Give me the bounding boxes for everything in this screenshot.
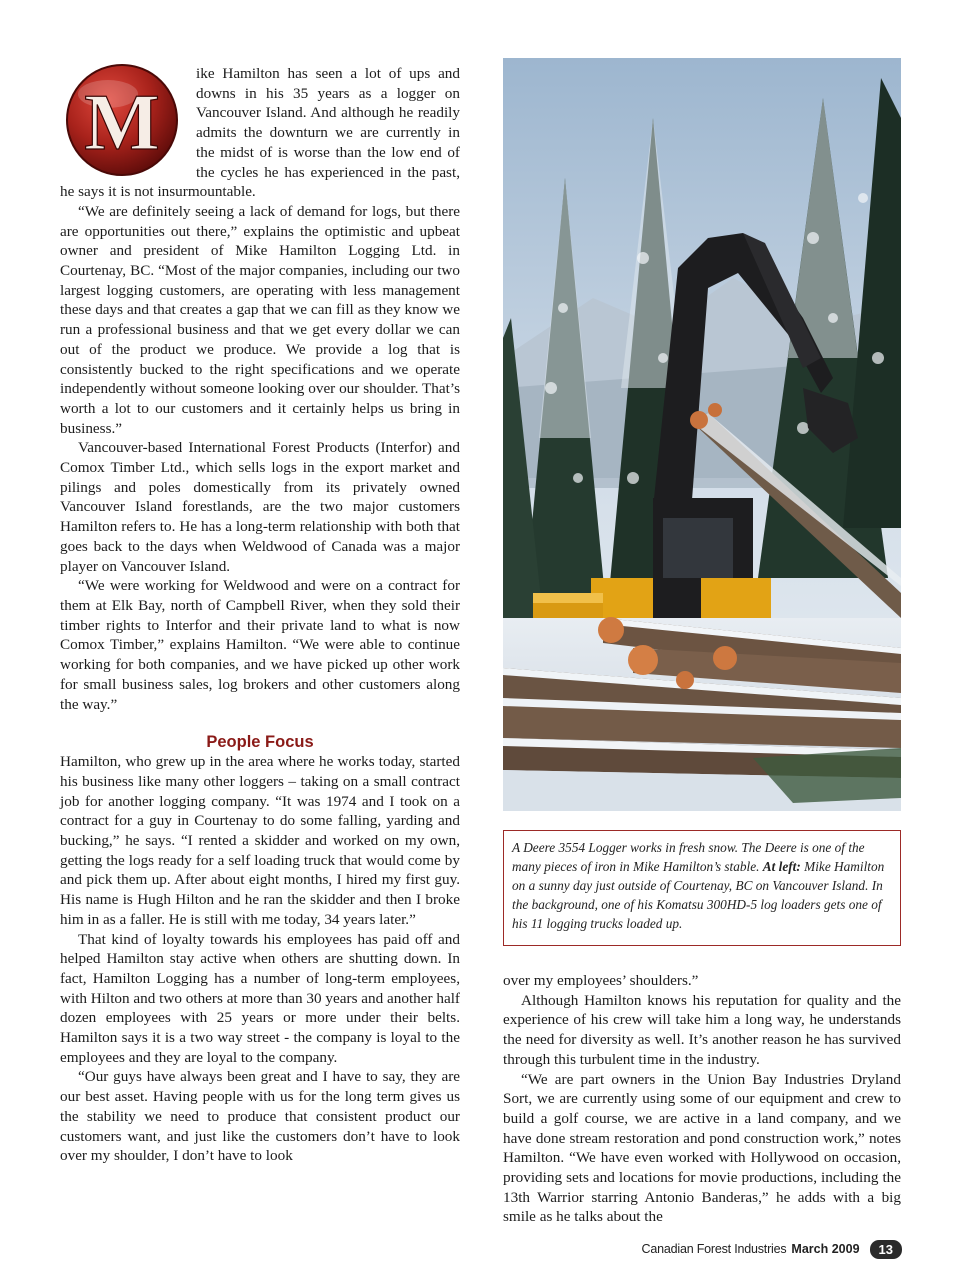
caption-text: Mike Hamilton on a sunny day just outside of Courtenay, BC on Vancouver Island. In the background, one of his Komatsu 300HD-5 log loaders gets one of his 11 logging trucks loaded up.: [512, 859, 885, 931]
paragraph: That kind of loyalty towards his employees has paid off and helped Hamilton stay active when others are shutting down. In fact, Hamilton Logging has a number of long-term employees, with Hilton and two others at more than 30 years and another half dozen employees with 25 years or more under their belts. Hamilton says it is a two way street - the company is loyal to the employees and they are loyal to the company.: [60, 930, 460, 1066]
paragraph-intro: ike Hamilton has seen a lot of ups and downs in his 35 years as a logger on Vancouver Island. And although he readily admits the downturn we are currently in the midst of is worse than the low end of the cycles he has experienced in the past, he says it is not insurmountable.: [60, 65, 460, 201]
publication-name: Canadian Forest Industries: [641, 1242, 787, 1256]
paragraph: Although Hamilton knows his reputation for quality and the experience of his crew will take him a long way, he understands the need for diversity as well. It’s another reason he has survived through this turbulent time in the industry.: [503, 991, 901, 1068]
dropcap-m: [58, 62, 190, 180]
paragraph: “We are part owners in the Union Bay Industries Dryland Sort, we are currently using some of our equipment and crew to build a golf course, we are active in a land company, and we have done stream restoration and pond construction work,” notes Hamilton. “We have even worked with Hollywood on occasion, providing sets and locations for movie productions, including the 13th Warrior starring Antonio Banderas,” he adds with a big smile as he talks about the: [503, 1070, 901, 1226]
caption-text: A Deere 3554 Logger works in fresh snow. The Deere is one of the many pieces of iron in Mike Hamilton’s stable.: [512, 840, 865, 874]
issue-date: March 2009: [791, 1242, 860, 1256]
left-text-column: [60, 64, 460, 1166]
paragraph: “We were working for Weldwood and were on a contract for them at Elk Bay, north of Campbell River, when they sold their timber rights to Interfor and their private land to what is now Comox Timber,” explains Hamilton. “We were able to continue working for both companies, and we have picked up other work for small business sales, log brokers and other customers along the way.”: [60, 577, 460, 713]
logger-photo: [503, 58, 901, 811]
paragraph: “We are definitely seeing a lack of demand for logs, but there are opportunities out there,” explains the optimistic and upbeat owner and president of Mike Hamilton Logging Ltd. in Courtenay, BC. “Most of the major companies, including our two largest logging customers, are operating with less management these days and that creates a gap that we can fill as they know we run a professional business and that we get every dollar we can out of the product we produce. We provide a log that is consistently bucked to the right specifications and we operate independently without someone looking over our shoulder. That’s worth a lot to our customers and it certainly helps us bring in business.”: [60, 202, 460, 437]
paragraph: Hamilton, who grew up in the area where he works today, started his business like many other loggers – taking on a small contract job for another logging company. “It was 1974 and I took on a contract for a guy in Courtenay to do some falling, yarding and bucking,” he says. “I rented a skidder and worked on my own, getting the logs ready for a self loading truck that would come by and pick them up. After about eight months, I hired my first guy. His name is Hugh Hilton and he ran the skidder and then I broke him in as a faller. He is still with me today, 34 years later.”: [60, 753, 460, 928]
dropcap-letter: M: [84, 79, 160, 167]
paragraph: “Our guys have always been great and I have to say, they are our best asset. Having people with us for the long term gives us the stability we need to produce that consistent product our customers want, and just like the customers don’t have to look over my shoulder, I don’t have to look: [60, 1068, 460, 1165]
page-footer: [640, 1238, 902, 1260]
paragraph: Vancouver-based International Forest Products (Interfor) and Comox Timber Ltd., which sells logs in the export market and pilings and poles domestically from its privately owned Vancouver Island forestlands, are the two major customers Hamilton refers to. He has a long-term relationship with both that goes back to the days when Weldwood of Canada was a major player on Vancouver Island.: [60, 439, 460, 575]
photo-caption: [503, 830, 901, 946]
caption-bold-label: At left:: [762, 859, 801, 874]
right-text-column: [503, 971, 901, 1227]
paragraph-continued: over my employees’ shoulders.”: [503, 972, 699, 989]
section-heading: People Focus: [206, 733, 314, 752]
page-number: 13: [870, 1240, 902, 1259]
